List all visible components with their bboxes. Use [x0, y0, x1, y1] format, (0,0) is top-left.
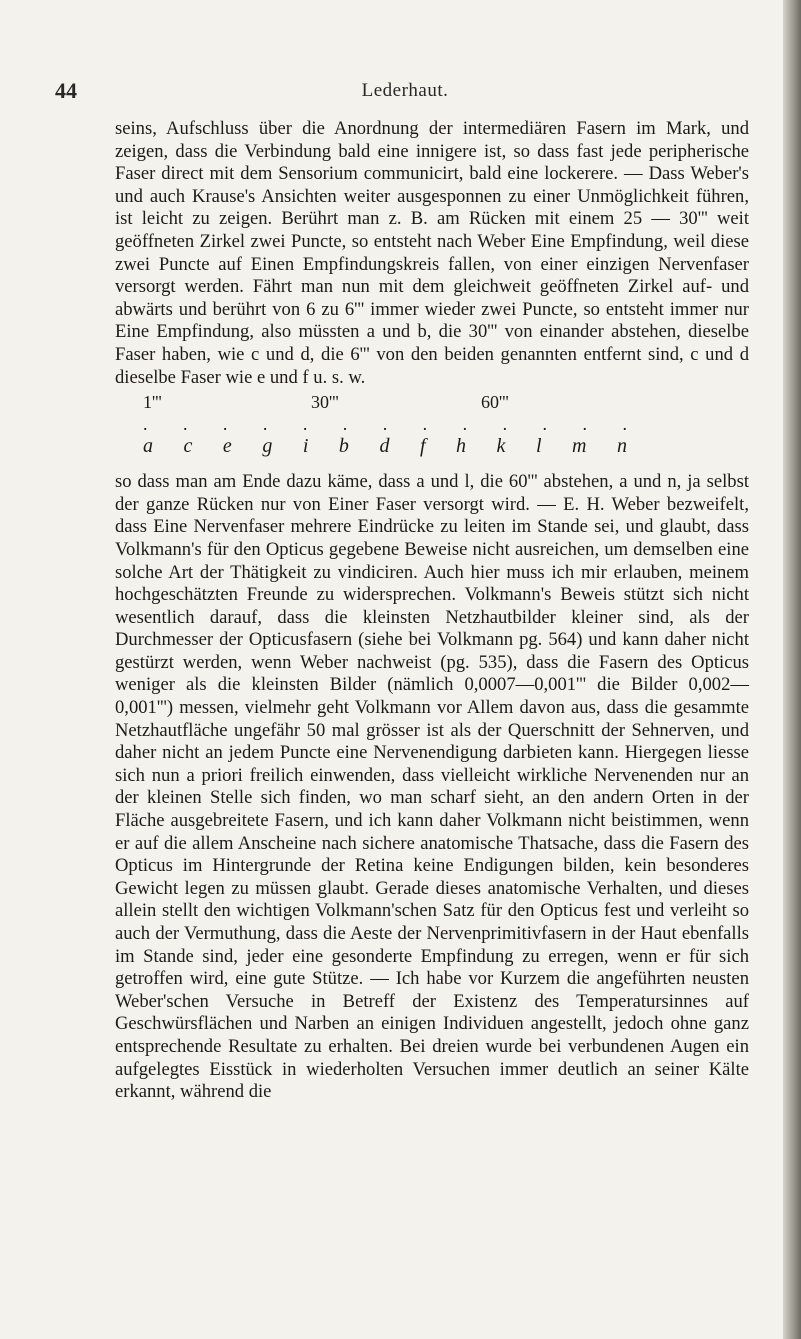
- point-letter: g: [262, 435, 273, 458]
- point-scale-diagram: [115, 391, 749, 467]
- letter-row: [143, 435, 627, 458]
- point-letter: e: [222, 435, 232, 458]
- point-letter: m: [572, 435, 587, 458]
- point-letter: f: [419, 435, 426, 458]
- dot: .: [143, 414, 148, 435]
- dot: .: [582, 414, 587, 435]
- paragraph: seins, Aufschluss über die Anordnung der intermediären Fasern im Mark, und zeigen, dass die Verbindung bald eine innigere ist, so dass fast jede peripherische Faser direct mit dem Sensorium communicirt, bald eine lockerere. — Dass Weber's und auch Krause's Ansichten weiter ausgesponnen zu einer Unmöglichkeit führen, ist leicht zu zeigen. Berührt man z. B. am Rücken mit einem 25 — 30''' weit geöffneten Zirkel zwei Puncte, so entsteht nach Weber Eine Empfindung, weil diese zwei Puncte auf Einen Empfindungskreis fallen, von einer einzigen Nervenfaser versorgt werden. Fährt man nun mit dem gleichweit geöffneten Zirkel auf- und abwärts und berührt von 6 zu 6''' immer wieder zwei Puncte, so entsteht immer nur Eine Empfindung, also müssten a und b, die 30''' von einander abstehen, dieselbe Faser haben, wie c und d, die 6''' von den beiden genannten entfernt sind, c und d dieselbe Faser wie e und f u. s. w.: [115, 118, 749, 388]
- dot: .: [542, 414, 548, 435]
- dot: .: [222, 414, 228, 435]
- dot: .: [462, 414, 468, 435]
- page-number: 44: [55, 78, 77, 103]
- body-text: [115, 118, 749, 1104]
- scale-label: 30''': [311, 392, 339, 413]
- point-letter: b: [338, 435, 349, 458]
- point-letter: n: [617, 435, 627, 458]
- point-letter: i: [302, 435, 309, 458]
- point-letter: d: [379, 435, 390, 458]
- dot: .: [502, 414, 508, 435]
- scale-label: 60''': [481, 392, 509, 413]
- page-header: [55, 78, 755, 106]
- paragraph: so dass man am Ende dazu käme, dass a und l, die 60''' abstehen, a und n, ja selbst der ganze Rücken nur von Einer Faser versorgt wird. — E. H. Weber bezweifelt, dass Eine Nervenfaser mehrere Eindrücke zu leiten im Stande sei, und glaubt, dass Volkmann's für den Opticus gegebene Beweise nicht ausreichen, um demselben eine solche Art der Thätigkeit zu vindiciren. Auch hier muss ich mir erlauben, meinem hochgeschätzten Freunde zu widersprechen. Volkmann's Beweis stützt sich nicht wesentlich darauf, dass die kleinsten Netzhautbilder kleiner sind, als der Durchmesser der Opticusfasern (siehe bei Volkmann pg. 564) und kann daher nicht gestürzt werden, wenn Weber nachweist (pg. 535), dass die Fasern des Opticus weniger als die kleinsten Bilder (nämlich 0,0007—0,001''' die Bilder 0,002—0,001''') messen, vielmehr geht Volkmann vor Allem davon aus, dass die gesammte Netzhautfläche ungefähr 50 mal grösser ist als der Querschnitt der Sehnerven, und daher nicht an jedem Puncte eine Nervenendigung darbieten kann. Hiergegen liesse sich nun a priori freilich einwenden, dass vielleicht wirkliche Nervenenden nur an der kleinen Stelle sich finden, wo man scharf sieht, an den andern Orten in der Fläche ausgebreitete Fasern, und ich kann daher Volkmann nicht beistimmen, wenn er auf die allem Anscheine nach sichere anatomische Thatsache, dass die Fasern des Opticus im Hintergrunde der Retina keine Endigungen bilden, kein besonderes Gewicht legen zu müssen glaubt. Gerade dieses anatomische Verhalten, und dieses allein stellt den wichtigen Volkmann'schen Satz für den Opticus fest und verleiht so auch der Vermuthung, dass die Aeste der Nervenprimitivfasern in der Haut ebenfalls im Stande sind, jeder eine gesonderte Empfindung zu erregen, wenn er für sich getroffen wird, eine gute Stütze. — Ich habe vor Kurzem die angeführten neusten Weber'schen Versuche in Betreff der Existenz des Temperatursinnes auf Geschwürsflächen und Narben an einigen Individuen angestellt, jedoch ohne ganz entsprechende Resultate zu erhalten. Bei dreien wurde bei verbundenen Augen ein aufgelegtes Eisstück in wiederholten Versuchen immer deutlich an seiner Kälte erkannt, während die: [115, 471, 749, 1103]
- running-head: Lederhaut.: [361, 80, 449, 101]
- point-letter: l: [535, 435, 542, 458]
- dot: .: [382, 414, 388, 435]
- dot: .: [182, 414, 188, 435]
- dot: .: [622, 414, 627, 435]
- dot-row: [143, 413, 627, 436]
- point-letter: c: [183, 435, 193, 458]
- page-edge: [783, 0, 801, 1339]
- point-letter: h: [456, 435, 467, 458]
- scale-label: 1''': [143, 392, 162, 413]
- point-letter: k: [496, 435, 506, 458]
- dot: .: [342, 414, 348, 435]
- dot: .: [302, 414, 308, 435]
- dot: .: [422, 414, 428, 435]
- dot: .: [262, 414, 268, 435]
- point-letter: a: [143, 435, 153, 458]
